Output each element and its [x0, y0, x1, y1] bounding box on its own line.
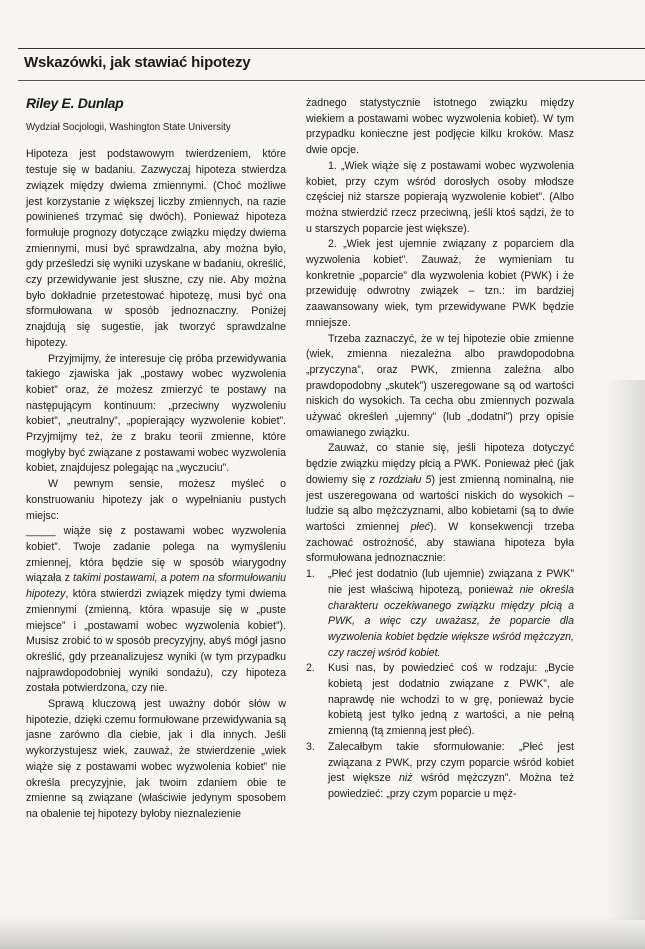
italic-text: takimi postawami, a potem na sformułowaniu hipotezy: [26, 572, 286, 601]
list-number: 2.: [306, 662, 315, 675]
text-run: ) jest zmienną nominalną, nie jest uszeregowana od wartości niskich do wysokich – ludzie są albo mężczyznami, albo kobietami (są to dwie wartości zmiennej: [306, 473, 574, 533]
paragraph: Hipoteza jest podstawowym twierdzeniem, które testuje się w badaniu. Zazwyczaj hipoteza stwierdza związek między dwiema zmiennymi. (Choć możliwe jest korzystanie z większej liczby zmiennych, na razie powinieneś trzymać się dwóch). Ponieważ hipoteza formułuje prognozy dotyczące związku między dwiema zmiennymi, musi być sprawdzalna, aby można było, gdy prześledzi się wyniki uzyskane w badaniu, określić, czy przewidywanie jest słuszne, czy nie. Aby można było dokładnie przetestować hipotezę, musi być ona sformułowana w sposób jednoznaczny. Poniżej znajdują się sugestie, jak tworzyć sprawdzalne hipotezy.: [26, 148, 286, 349]
author-name: Riley E. Dunlap: [26, 95, 124, 111]
italic-text: niż: [399, 772, 413, 785]
text-run: _____ wiąże się z postawami wobec wyzwolenia kobiet”. Twoje zadanie polega na wymyśleniu zmiennej, która będzie się w sposób wiarygodny wiązała z: [26, 525, 286, 585]
italic-text: płeć: [410, 520, 431, 533]
title-rule: [18, 80, 645, 81]
scan-shadow-bottom: [0, 916, 645, 949]
text-run: ). W konsekwencji trzeba zachować ostrożność, aby stawiana hipoteza była sformułowana jednoznacznie:: [306, 520, 574, 565]
paragraph: [306, 441, 574, 567]
list-number: 1.: [306, 568, 315, 581]
paragraph: [26, 524, 286, 697]
text-run: „Płeć jest dodatnio (lub ujemnie) związana z PWK” nie jest właściwą hipotezą, ponieważ: [328, 568, 574, 596]
paragraph: Trzeba zaznaczyć, że w tej hipotezie obie zmienne (wiek, zmienna niezależna albo prawdopodobna „przyczyna”, oraz PWK, zmienna zależna albo prawdopodobny „skutek”) uszeregowane są od wartości niskich do wysokich. Ta cecha obu zmiennych pozwala używać określeń „ujemny” (lub „dodatni”) przy opisie omawianego związku.: [306, 332, 574, 439]
page-title: Wskazówki, jak stawiać hipotezy: [24, 54, 251, 71]
list-item: [306, 567, 574, 661]
paragraph: Sprawą kluczową jest uważny dobór słów w hipotezie, dzięki czemu formułowane przewidywania są jasne zarówno dla ciebie, jak i dla innych. Jeśli wykorzystujesz wiek, zauważ, że stwierdzenie „wiek wiąże się z postawami wobec wyzwolenia kobiet” nie określa precyzyjnie, jak twoim zdaniem obie te zmienne są związane (właściwie jedynym sposobem na obalenie tej hipotezy byłoby nieznalezienie: [26, 698, 286, 820]
list-item: [306, 661, 574, 740]
text-run: Kusi nas, by powiedzieć coś w rodzaju: „Bycie kobietą jest dodatnio związane z PWK”, ale naprawdę nie wchodzi to w grę, ponieważ bycie kobietą jest tylko jedną z wartości, a nie pełną zmienną (tą zmienną jest płeć).: [328, 662, 574, 738]
text-run: wśród mężczyzn”. Można też powiedzieć: „przy czym poparcie u męż-: [328, 772, 574, 800]
text-run: Zalecałbym takie sformułowanie: „Płeć jest związana z PWK, przy czym poparcie wśród kobiet jest większe: [328, 740, 574, 785]
list-number: 3.: [306, 740, 315, 753]
italic-text: z rozdziału 5: [369, 473, 432, 486]
paragraph: 1. „Wiek wiąże się z postawami wobec wyzwolenia kobiet, przy czym wśród dorosłych osoby młodsze częściej niż starsze popierają wyzwolenie kobiet”. (Albo można stwierdzić rzecz przeciwną, jeśli ktoś sądzi, że to u starszych poparcie jest większe).: [306, 159, 574, 235]
left-column: [26, 96, 286, 823]
paragraph: Przyjmijmy, że interesuje cię próba przewidywania takiego zjawiska jak „postawy wobec wyzwolenia kobiet” oraz, że możesz zmierzyć te postawy na następującym kontinuum: „przeciwny wyzwoleniu kobiet”, „neutralny”, „popierający wyzwolenie kobiet”. Przyjmijmy też, że z braku teorii zmienne, które mogłyby być związane z postawami wobec wyzwolenia kobiet, znajdujesz polegając na „wyczuciu”.: [26, 352, 286, 475]
italic-text: nie określa charakteru oczekiwanego związku między płcią a PWK, a więc czy uważasz, że poparcie dla wyzwolenia kobiet będzie większe wśród mężczyzn, czy raczej wśród kobiet.: [328, 583, 575, 659]
right-column: [306, 96, 574, 803]
hypothesis-list: [306, 567, 574, 803]
paragraph: 2. „Wiek jest ujemnie związany z poparciem dla wyzwolenia kobiet”. Zauważ, że wymieniam tu konkretnie „poparcie” dla wyzwolenia kobiet (PWK) i że przewiduję odwrotny związek – tzn.: im bardziej zaawansowany wiek, tym przewidywane PWK będzie mniejsze.: [306, 238, 574, 329]
paragraph: W pewnym sensie, możesz myśleć o konstruowaniu hipotezy jak o wypełnianiu pustych miejsc:: [26, 478, 286, 522]
top-rule: [18, 48, 645, 49]
text-run: , która stwierdzi związek między tymi dwiema zmiennymi (zmienną, która wpasuje się w „puste miejsce” i „postawami wobec wyzwolenia kobiet”). Musisz zrobić to w sposób precyzyjny, abyś mógł jasno określić, gdy przeanalizujesz wyniki (w tym przypadku najprawdopodobniej wyniki sondażu), czy hipoteza została potwierdzona, czy nie.: [26, 588, 286, 695]
paragraph: żadnego statystycznie istotnego związku między wiekiem a postawami wobec wyzwolenia kobiet). W tym przypadku konieczne jest podjęcie kilku kroków. Masz dwie opcje.: [306, 97, 574, 157]
list-item: [306, 740, 574, 803]
author-affiliation: Wydział Socjologii, Washington State University: [26, 121, 231, 133]
text-run: Zauważ, co stanie się, jeśli hipoteza dotyczyć będzie związku między płcią a PWK. Ponieważ płeć (jak dowiemy się: [306, 442, 574, 486]
scan-shadow-right: [606, 380, 645, 920]
